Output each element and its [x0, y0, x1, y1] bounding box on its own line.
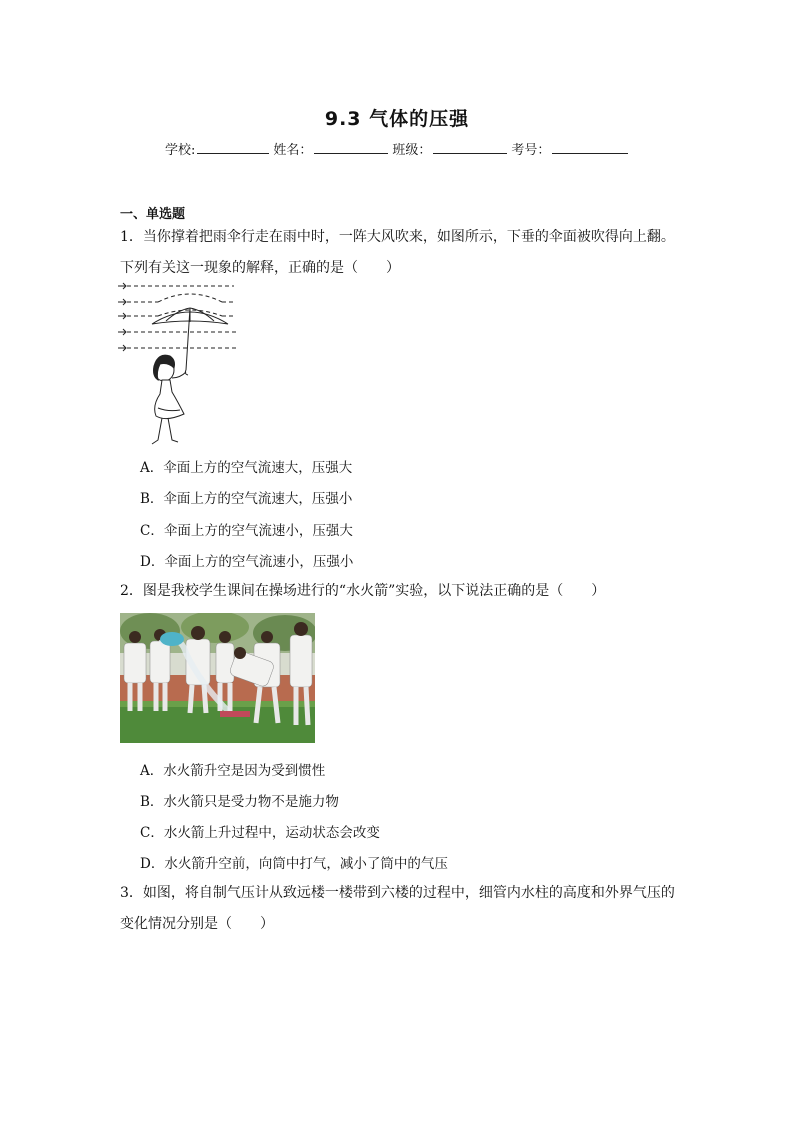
question-1-option-d[interactable]: D．伞面上方的空气流速小，压强小: [140, 554, 354, 570]
umbrella-girl-figure: [118, 280, 242, 452]
name-blank[interactable]: [314, 141, 388, 154]
school-blank[interactable]: [197, 141, 269, 154]
question-1-option-b[interactable]: B．伞面上方的空气流速大，压强小: [140, 491, 353, 507]
name-label: 姓名：: [273, 143, 313, 158]
exam-number-label: 考号：: [511, 143, 551, 158]
water-rocket-photo: [120, 613, 315, 743]
question-3-line-1: 3．如图，将自制气压计从致远楼一楼带到六楼的过程中，细管内水柱的高度和外界气压的: [120, 885, 675, 901]
question-2-option-d[interactable]: D．水火箭升空前，向筒中打气，减小了筒中的气压: [140, 856, 448, 872]
question-3-line-2: 变化情况分别是（ ）: [120, 916, 274, 932]
question-2-line-1: 2．图是我校学生课间在操场进行的“水火箭”实验，以下说法正确的是（ ）: [120, 583, 606, 599]
question-1-line-2: 下列有关这一现象的解释，正确的是（ ）: [120, 260, 400, 276]
question-2-option-b[interactable]: B．水火箭只是受力物不是施力物: [140, 794, 339, 810]
section-heading: 一、单选题: [120, 207, 186, 222]
exam-number-blank[interactable]: [552, 141, 628, 154]
question-1-line-1: 1．当你撑着把雨伞行走在雨中时，一阵大风吹来，如图所示，下垂的伞面被吹得向上翻。: [120, 229, 675, 245]
question-1-option-c[interactable]: C．伞面上方的空气流速小，压强大: [140, 523, 353, 539]
class-blank[interactable]: [433, 141, 507, 154]
page-title: 9.3 气体的压强: [324, 108, 470, 130]
student-info-line: [165, 139, 632, 158]
question-1-option-a[interactable]: A．伞面上方的空气流速大，压强大: [140, 460, 353, 476]
question-2-option-a[interactable]: A．水火箭升空是因为受到惯性: [140, 763, 326, 779]
school-label: 学校:: [165, 143, 196, 158]
question-2-option-c[interactable]: C．水火箭上升过程中，运动状态会改变: [140, 825, 380, 841]
class-label: 班级：: [392, 143, 432, 158]
